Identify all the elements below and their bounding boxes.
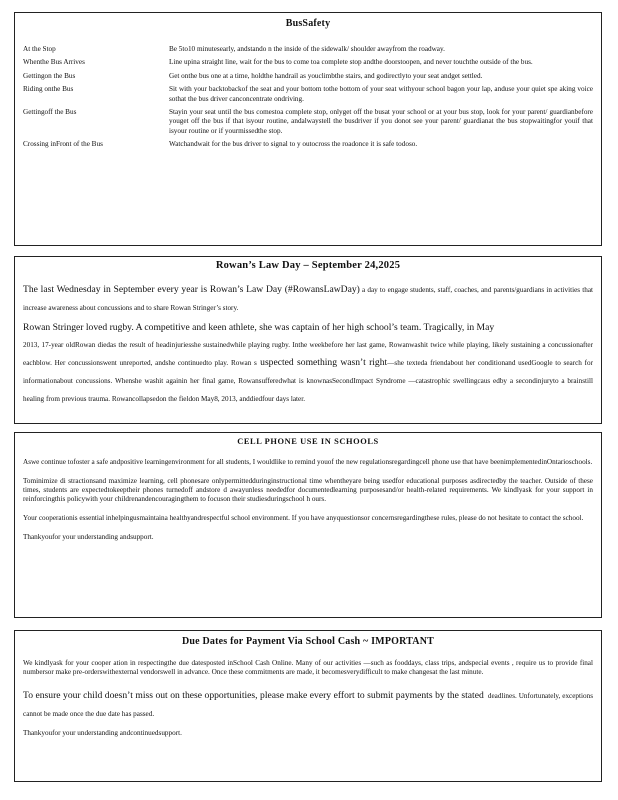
bus-safety-title: BusSafety (285, 18, 331, 29)
bus-safety-row-text: Watchandwait for the bus driver to signal to y outocross the roadonce it is safe todoso. (169, 140, 418, 149)
cell-phone-title: CELL PHONE USE IN SCHOOLS (237, 437, 379, 446)
rowans-law-story-highlight: uspected something wasn’t right (256, 357, 388, 368)
bus-safety-row-label: At the Stop (23, 45, 56, 53)
cell-phone-section (14, 432, 602, 618)
due-dates-title: Due Dates for Payment Via School Cash ~ IMPORTANT (181, 636, 435, 647)
due-dates-reminder (23, 685, 593, 721)
bus-safety-row (23, 58, 593, 67)
rowans-law-intro-large: The last Wednesday in September every year is Rowan’s Law Day (#RowansLawDay) (23, 284, 360, 295)
bus-safety-row-text: Stayin your seat until the bus comestoa complete stop, onlyget off the busat your school or at your bus stop, look for your parent/ guardianbefore youget off the bus if that isyour routine, andalwaystell the busdriver if you donot see your parent/ guardianat the bus stopwaitingfor youif that isyour routine or if yourmissedthe stop. (169, 108, 593, 135)
bus-safety-row-label: Crossing inFront of the Bus (23, 140, 103, 149)
bus-safety-row-text: Sit with your backtobackof the seat and your bottom tothe bottom of your seat withyour school bagon your lap, anduse your quiet spe aking voice sothat the bus driver canconcentrate ondriving. (169, 85, 593, 103)
bus-safety-row (23, 108, 593, 136)
rowans-law-intro (23, 279, 593, 315)
due-dates-reminder-small: deadlines. Unfortunately, exceptions cannot be made once the due date has passed. (23, 692, 593, 718)
bus-safety-row (23, 72, 593, 81)
bus-safety-row (23, 45, 593, 54)
due-dates-section (14, 630, 602, 782)
cell-phone-paragraph: Tominimize di stractionsand maximize learning, cell phonesare onlypermittedduringinstructional time whentheyare being usedfor educational purposes asdirectedby the teacher. Outside of these times, students are expectedtokeeptheir phones turnedoff andstore d awayunless neededfor documentedlearning purposesand/or health-related requirements. We kindlyask for your support in reinforcingthis policywith your childrenandencouragingthem to focuson their studiesduringschool h ours. (23, 477, 593, 503)
bus-safety-row-label: Gettingoff the Bus (23, 108, 77, 117)
due-dates-reminder-large: To ensure your child doesn’t miss out on these opportunities, please make every effort to submit payments by the stated (23, 690, 484, 701)
cell-phone-paragraph: Your cooperationis essential inhelpingusmaintaina healthyandrespectful school environment. If you have anyquestionsor concernsregardingthese rules, please do not hesitate to contact the school. (23, 514, 584, 522)
bus-safety-row-text: Be 5to10 minutesearly, andstando n the inside of the sidewalk/ shoulder awayfrom the roadway. (169, 45, 445, 53)
due-dates-paragraph: We kindlyask for your cooper ation in respectingthe due datesposted inSchool Cash Online. Many of our activities —such as fooddays, class trips, andspecial events , require us to provide final numbersor make pre-orderswithexternal vendorswell in advance. Once these commitments are made, it becomesverydifficult to make changesat the last minute. (23, 659, 593, 676)
bus-safety-row-text: Get onthe bus one at a time, holdthe handrail as youclimbthe stairs, and godirectlyto your seat andget settled. (169, 71, 483, 80)
rowans-law-section (14, 256, 602, 424)
rowans-law-story (23, 334, 593, 406)
due-dates-thanks: Thankyoufor your understanding andcontinuedsupport. (23, 729, 182, 737)
rowans-law-story-lead: Rowan Stringer loved rugby. A competitive and keen athlete, she was captain of her high school’s team. Tragically, in May (23, 322, 495, 333)
rowans-law-intro-small: a day to engage students, staff, coaches, and parents/guardians in activities that increase awareness about concussions and to share Rowan Stringer’s story. (23, 286, 594, 312)
bus-safety-row (23, 85, 593, 104)
cell-phone-paragraph: Aswe continue tofoster a safe andpositive learningenvironment for all students, I wouldlike to remind youof the new regulationsregardingcell phone use that have beenimplementedinOntarioschools. (23, 458, 593, 466)
bus-safety-row (23, 140, 593, 149)
bus-safety-section (14, 12, 602, 246)
bus-safety-row-text: Line upina straight line, wait for the bus to come toa complete stop andthe doorstoopen, and never touchthe outside of the bus. (169, 58, 533, 67)
bus-safety-row-label: Riding onthe Bus (23, 85, 74, 94)
cell-phone-paragraph: Thankyoufor your understanding andsupport. (23, 533, 154, 541)
bus-safety-row-label: Gettingon the Bus (23, 71, 76, 80)
rowans-law-title: Rowan’s Law Day – September 24,2025 (215, 260, 401, 271)
bus-safety-row-label: Whenthe Bus Arrives (23, 58, 85, 67)
rowans-law-story-part-a: 2013, 17-year oldRowan diedas the result of headinjuriesshe sustainedwhile playing rugby. Inthe weekbefore her last game, Rowanwashit twice while playing, likely sustaining a concussionafter eachblow. Her concussionswent unreported, andshe continuedto play. Rowan s (23, 341, 593, 367)
rowans-law-story-part-b: —she texteda friendabout her conditionand usedGoogle to search for informationabout concussions. Whenshe washit againin her final game, Rowansufferedwhat is knownasSecondImpact Syndrome —catastrophic swellingcaus edby a secondinjuryto a brainstill healing from previous trauma. Rowancollapsedon the fieldon May8, 2013, anddiedfour days later. (23, 359, 594, 403)
